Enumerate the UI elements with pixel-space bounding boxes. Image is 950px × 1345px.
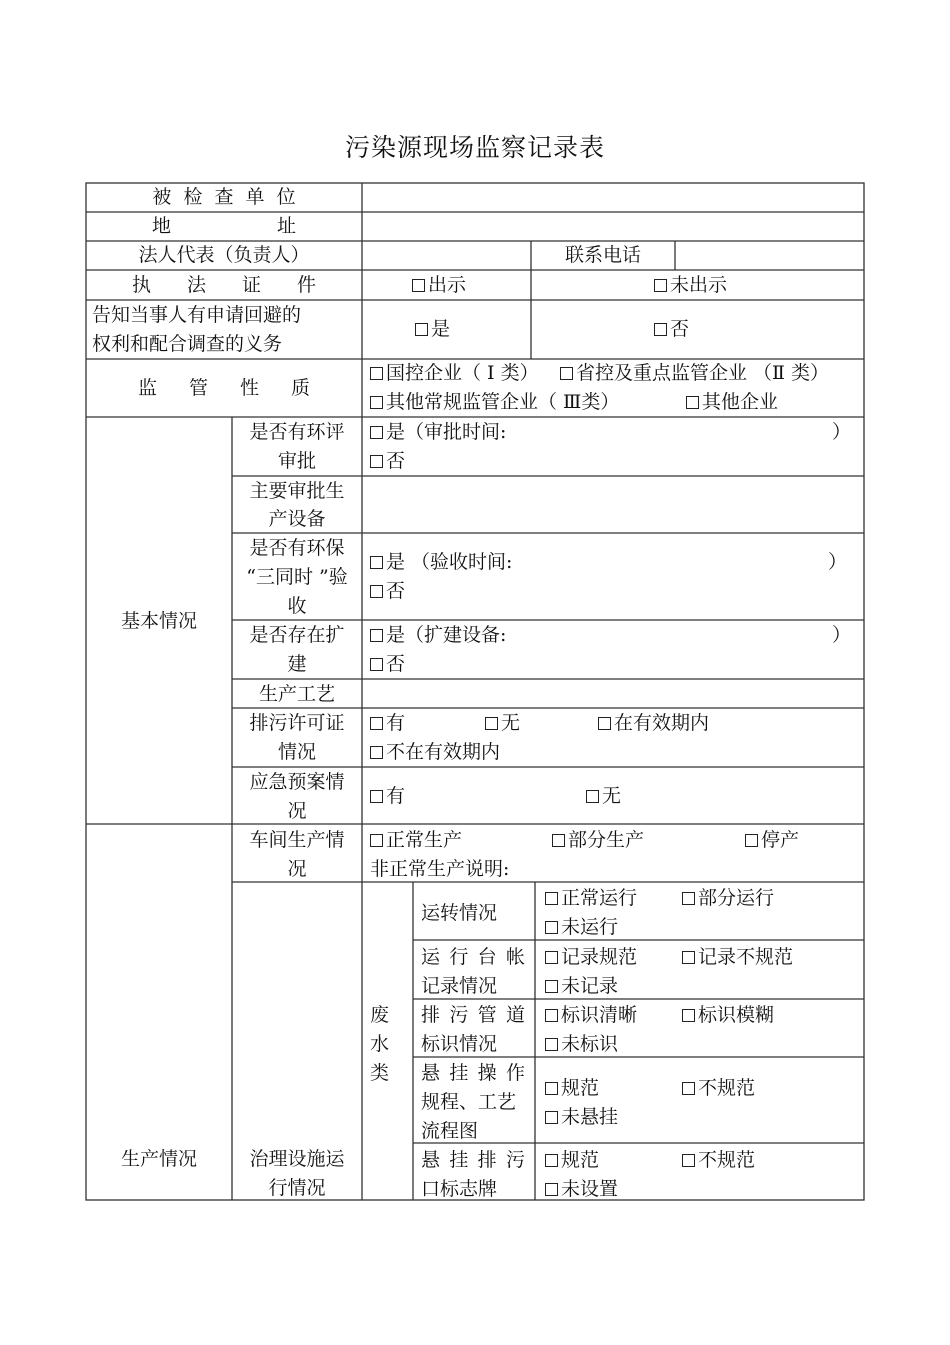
facility-row-label: 记录情况 — [421, 975, 498, 997]
checkbox-icon[interactable] — [412, 279, 425, 292]
checkbox-icon[interactable] — [745, 834, 758, 847]
checkbox-icon[interactable] — [545, 892, 558, 905]
facility-row-label: 悬 挂 操 作 — [421, 1062, 525, 1084]
cert-show-option[interactable]: 出示 — [412, 271, 466, 300]
checkbox-icon[interactable] — [545, 951, 558, 964]
wastewater-char-1: 废 — [370, 1004, 390, 1026]
checkbox-icon[interactable] — [586, 790, 599, 803]
expansion-yes-option[interactable]: 是（扩建设备: — [370, 621, 506, 650]
three-sim-label-line3: 收 — [287, 595, 307, 617]
permit-none-option[interactable]: 无 — [485, 709, 520, 738]
expansion-label-line1: 是否存在扩 — [249, 624, 345, 646]
three-sim-label-line1: 是否有环保 — [249, 537, 345, 559]
facility-row-label: 规程、工艺 — [421, 1091, 517, 1113]
main-equipment-label-line1: 主要审批生 — [249, 480, 345, 502]
phone-label: 联系电话 — [564, 244, 641, 266]
legal-rep-label: 法人代表（负责人） — [138, 244, 310, 266]
supervision-label: 监 管 性 质 — [137, 377, 311, 399]
checkbox-icon[interactable] — [370, 746, 383, 759]
checkbox-icon[interactable] — [682, 892, 695, 905]
facility-opt-b[interactable]: 不规范 — [682, 1074, 755, 1103]
facility-row-label: 运 行 台 帐 — [421, 946, 525, 968]
checkbox-icon[interactable] — [370, 658, 383, 671]
facility-label-line2: 行情况 — [268, 1177, 326, 1199]
notify-no-option[interactable]: 否 — [654, 315, 689, 344]
permit-invalid-option[interactable]: 不在有效期内 — [370, 738, 500, 767]
facility-opt-b[interactable]: 不规范 — [682, 1146, 755, 1175]
checkbox-icon[interactable] — [370, 834, 383, 847]
checkbox-icon[interactable] — [370, 426, 383, 439]
checkbox-icon[interactable] — [682, 1154, 695, 1167]
production-section-label: 生产情况 — [120, 1148, 197, 1170]
notify-label-line2: 权利和配合调查的义务 — [92, 333, 283, 355]
checkbox-icon[interactable] — [545, 980, 558, 993]
facility-opt-c[interactable]: 未标识 — [545, 1030, 618, 1059]
facility-opt-b[interactable]: 记录不规范 — [682, 943, 793, 972]
checkbox-icon[interactable] — [682, 951, 695, 964]
address-label: 地 址 — [151, 215, 297, 237]
facility-row-label: 口标志牌 — [421, 1178, 498, 1200]
facility-label-line1: 治理设施运 — [249, 1148, 345, 1170]
checkbox-icon[interactable] — [485, 717, 498, 730]
prod-stopped-option[interactable]: 停产 — [745, 826, 799, 855]
checkbox-icon[interactable] — [545, 1082, 558, 1095]
checkbox-icon[interactable] — [545, 1009, 558, 1022]
process-label: 生产工艺 — [258, 683, 335, 705]
eia-close-paren: ） — [832, 421, 852, 443]
three-sim-close-paren: ） — [828, 551, 848, 573]
facility-opt-b[interactable]: 标识模糊 — [682, 1001, 774, 1030]
sup-provincial-option[interactable]: 省控及重点监管企业 （Ⅱ 类） — [560, 359, 829, 388]
emergency-plan-label-line2: 况 — [287, 800, 307, 822]
expansion-label-line2: 建 — [287, 653, 307, 675]
checkbox-icon[interactable] — [370, 367, 383, 380]
facility-opt-a[interactable]: 记录规范 — [545, 943, 637, 972]
checkbox-icon[interactable] — [370, 717, 383, 730]
checkbox-icon[interactable] — [686, 396, 699, 409]
eia-label-line1: 是否有环评 — [249, 421, 345, 443]
checkbox-icon[interactable] — [370, 629, 383, 642]
expansion-close-paren: ） — [832, 624, 852, 646]
abnormal-note-label: 非正常生产说明: — [370, 858, 510, 880]
checkbox-icon[interactable] — [654, 279, 667, 292]
wastewater-char-2: 水 — [370, 1033, 390, 1055]
cert-noshow-option[interactable]: 未出示 — [654, 271, 727, 300]
emergency-plan-label-line1: 应急预案情 — [249, 771, 345, 793]
checkbox-icon[interactable] — [370, 585, 383, 598]
facility-opt-a[interactable]: 规范 — [545, 1074, 599, 1103]
eia-no-option[interactable]: 否 — [370, 447, 405, 476]
checkbox-icon[interactable] — [545, 1111, 558, 1124]
plan-none-option[interactable]: 无 — [586, 782, 621, 811]
facility-opt-c[interactable]: 未运行 — [545, 913, 618, 942]
checkbox-icon[interactable] — [682, 1082, 695, 1095]
checkbox-icon[interactable] — [545, 1183, 558, 1196]
checkbox-icon[interactable] — [370, 396, 383, 409]
permit-valid-option[interactable]: 在有效期内 — [598, 709, 709, 738]
notify-label-line1: 告知当事人有申请回避的 — [92, 304, 302, 326]
checkbox-icon[interactable] — [682, 1009, 695, 1022]
checkbox-icon[interactable] — [370, 556, 383, 569]
checkbox-icon[interactable] — [370, 790, 383, 803]
facility-opt-c[interactable]: 未悬挂 — [545, 1103, 618, 1132]
workshop-label-line2: 况 — [287, 858, 307, 880]
checkbox-icon[interactable] — [545, 1154, 558, 1167]
main-equipment-label-line2: 产设备 — [268, 508, 326, 530]
facility-row-label: 悬 挂 排 污 — [421, 1149, 525, 1171]
three-sim-label-line2: “三同时 ”验 — [246, 566, 348, 588]
basic-section-label: 基本情况 — [120, 610, 197, 632]
facility-opt-a[interactable]: 标识清晰 — [545, 1001, 637, 1030]
checkbox-icon[interactable] — [370, 455, 383, 468]
checkbox-icon[interactable] — [545, 921, 558, 934]
checkbox-icon[interactable] — [654, 323, 667, 336]
eia-label-line2: 审批 — [277, 450, 316, 472]
facility-opt-b[interactable]: 部分运行 — [682, 884, 774, 913]
facility-row-label: 标识情况 — [421, 1033, 498, 1055]
prod-normal-option[interactable]: 正常生产 — [370, 826, 462, 855]
checkbox-icon[interactable] — [415, 323, 428, 336]
plan-has-option[interactable]: 有 — [370, 782, 405, 811]
permit-label-line1: 排污许可证 — [249, 712, 345, 734]
facility-opt-a[interactable]: 规范 — [545, 1146, 599, 1175]
facility-row-label: 流程图 — [421, 1120, 479, 1142]
workshop-label-line1: 车间生产情 — [249, 829, 345, 851]
checkbox-icon[interactable] — [545, 1038, 558, 1051]
facility-row-label: 排 污 管 道 — [421, 1004, 525, 1026]
sup-national-option[interactable]: 国控企业（ Ⅰ 类） — [370, 359, 539, 388]
expansion-no-option[interactable]: 否 — [370, 650, 405, 679]
wastewater-char-3: 类 — [370, 1062, 390, 1084]
sup-regular-option[interactable]: 其他常规监管企业（ Ⅲ类） — [370, 388, 619, 417]
permit-has-option[interactable]: 有 — [370, 709, 405, 738]
facility-opt-c[interactable]: 未记录 — [545, 972, 618, 1001]
eia-yes-option[interactable]: 是（审批时间: — [370, 418, 506, 447]
inspected-unit-label: 被 检 查 单 位 — [152, 186, 296, 208]
notify-yes-option[interactable]: 是 — [415, 315, 450, 344]
sup-other-option[interactable]: 其他企业 — [686, 388, 778, 417]
checkbox-icon[interactable] — [552, 834, 565, 847]
three-sim-yes-option[interactable]: 是 （验收时间: — [370, 548, 512, 577]
prod-partial-option[interactable]: 部分生产 — [552, 826, 644, 855]
facility-opt-c[interactable]: 未设置 — [545, 1175, 618, 1204]
permit-label-line2: 情况 — [277, 741, 316, 763]
cert-label: 执 法 证 件 — [131, 274, 317, 296]
checkbox-icon[interactable] — [598, 717, 611, 730]
three-sim-no-option[interactable]: 否 — [370, 577, 405, 606]
facility-opt-a[interactable]: 正常运行 — [545, 884, 637, 913]
checkbox-icon[interactable] — [560, 367, 573, 380]
page-title: 污染源现场监察记录表 — [344, 133, 605, 162]
facility-row-label: 运转情况 — [421, 902, 498, 924]
